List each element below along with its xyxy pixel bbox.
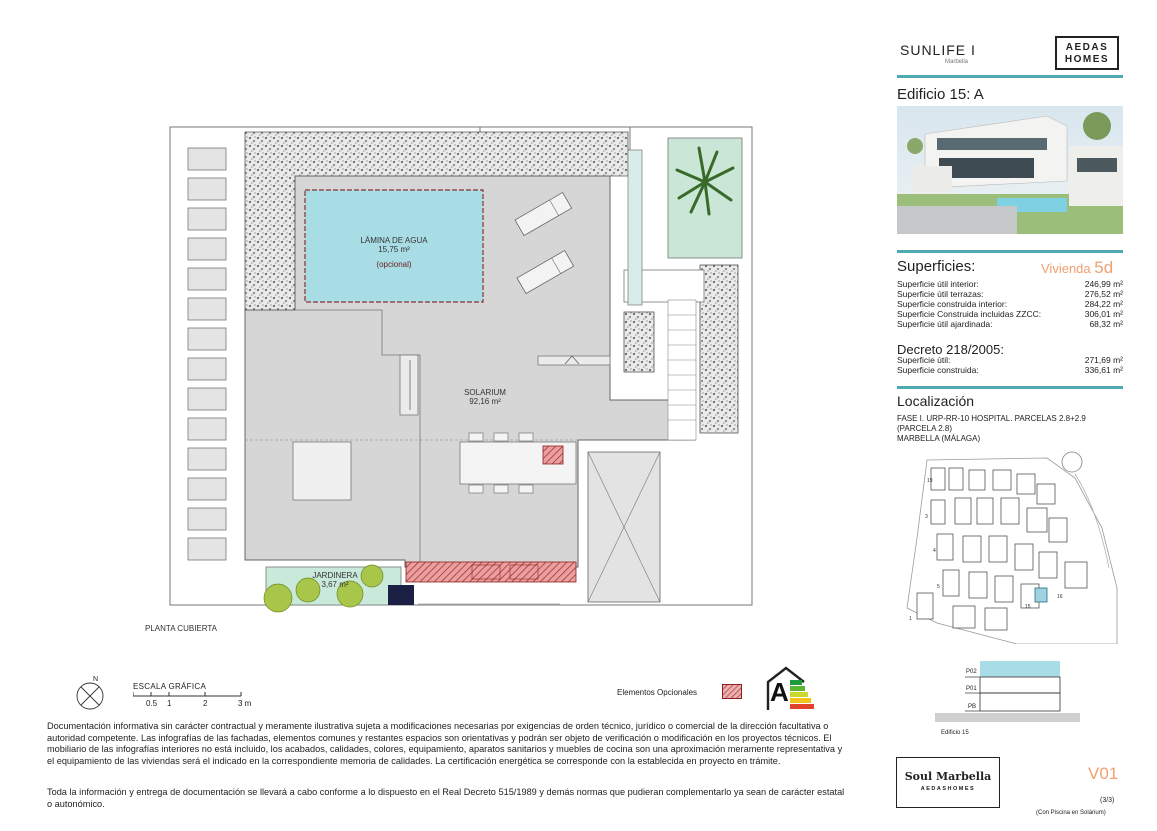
scale-tick-3: 3 m — [238, 699, 252, 708]
plan-caption: PLANTA CUBIERTA — [145, 624, 218, 633]
building-rendering — [897, 106, 1123, 234]
decreto-row — [897, 365, 1123, 375]
vivienda-number: 5d — [1094, 258, 1114, 277]
decreto-row-value: 271,69 m² — [1084, 355, 1123, 365]
project-city: Marbella — [945, 59, 969, 65]
garden-name: JARDINERA — [312, 571, 358, 580]
legal-paragraph-2: Toda la información y entrega de documentación se llevará a cabo conforme a lo dispuesto en el Real Decreto 515/1989 y demás normas que pudieran complementarlo ya sean de carácter estatal o autonómico. — [47, 787, 845, 809]
solarium-name: SOLARIUM — [464, 388, 506, 397]
energy-letter: A — [770, 677, 789, 707]
brand-line-1: Soul Marbella — [904, 770, 992, 783]
level-p01: P01 — [966, 686, 977, 692]
surface-row-label: Superficie útil interior: — [897, 279, 979, 289]
logo-line-2: HOMES — [1064, 54, 1110, 65]
surface-row-value: 246,99 m² — [1084, 279, 1123, 289]
solarium-label — [440, 388, 530, 406]
version-label: V01 — [1088, 764, 1119, 783]
garden-area: 3,67 m² — [321, 580, 349, 589]
vivienda-label: Vivienda — [1041, 261, 1091, 276]
optional-box — [388, 585, 414, 605]
pool-label — [305, 236, 483, 269]
logo-line-1: AEDAS — [1065, 42, 1109, 53]
decreto-table — [897, 353, 1123, 375]
divider-surfaces — [897, 250, 1123, 253]
scale-tick-1: 1 — [167, 699, 172, 708]
north-label: N — [93, 676, 99, 683]
surface-row — [897, 299, 1123, 309]
decreto-row-value: 336,61 m² — [1084, 365, 1123, 375]
surface-row-value: 306,01 m² — [1084, 309, 1123, 319]
building-title: Edificio 15: A — [897, 86, 984, 103]
level-pb: PB — [968, 704, 977, 710]
section-caption: Edificio 15 — [941, 730, 969, 736]
vivienda-tag — [1041, 258, 1113, 278]
soul-marbella-logo — [896, 757, 1000, 808]
gravel-strip-right — [700, 265, 738, 433]
brand-line-2: AEDASHOMES — [920, 786, 976, 792]
divider-location — [897, 386, 1123, 389]
location-title: Localización — [897, 393, 975, 409]
map-label-3: 3 — [925, 514, 928, 520]
surface-row-label: Superficie útil ajardinada: — [897, 319, 993, 329]
project-name: SUNLIFE I — [900, 42, 976, 58]
aedas-logo — [1055, 36, 1119, 70]
surface-row-label: Superficie construida interior: — [897, 299, 1008, 309]
level-p02: P02 — [966, 669, 977, 675]
map-label-5: 5 — [937, 584, 940, 590]
scale-tick-2: 2 — [203, 699, 208, 708]
roof-floor-plan — [160, 120, 760, 615]
pool-optional: (opcional) — [376, 260, 412, 269]
map-label-1: 19 — [927, 478, 933, 484]
map-label-6: 15 — [1025, 604, 1031, 610]
location-line: MARBELLA (MÁLAGA) — [897, 434, 981, 443]
surfaces-title: Superficies: — [897, 258, 976, 275]
gravel-planter — [624, 312, 654, 372]
map-label-2: 1 — [909, 616, 912, 622]
legal-paragraph-1: Documentación informativa sin carácter contractual y meramente ilustrativa sujeta a modificaciones necesarias por exigencias de orden técnico, jurídico o comercial de la dirección facultativa o autoridad competente. Las infografías de las fachadas, elementos comunes y restantes espacios son orientativas y podrán ser objeto de verificación o modificación en los proyectos técnicos. El mobiliario de las infografías interiores no está incluido, los acabados, calidades, colores, equipamiento, aparatos sanitarios y muebles de cocina son una aproximación meramente representativa y el equipamiento de las viviendas será el indicado en la correspondiente memoria de calidades. La certificación energética se corresponde con la establecida en proyecto en trámite. — [47, 721, 843, 766]
map-label-4: 4 — [933, 548, 936, 554]
pool-area: 15,75 m² — [378, 245, 410, 254]
surface-row — [897, 279, 1123, 289]
north-compass-icon — [74, 676, 110, 712]
location-address — [897, 414, 1086, 444]
staircase — [668, 300, 696, 440]
section-elevation — [935, 658, 1085, 726]
optional-legend-label: Elementos Opcionales — [617, 688, 698, 697]
map-label-7: 16 — [1057, 594, 1063, 600]
pool-note: (Con Piscina en Solárium) — [1036, 810, 1106, 816]
site-plots — [917, 468, 1087, 630]
surface-row — [897, 289, 1123, 299]
decreto-title: Decreto 218/2005: — [897, 342, 1004, 357]
surfaces-table — [897, 279, 1123, 329]
scale-tick-0: 0.5 — [146, 699, 158, 708]
outdoor-sofa — [293, 442, 351, 500]
location-line: (PARCELA 2.8) — [897, 424, 952, 433]
decreto-row-label: Superficie construida: — [897, 365, 979, 375]
pool-name: LÁMINA DE AGUA — [360, 236, 428, 245]
decreto-row-label: Superficie útil: — [897, 355, 951, 365]
surface-row-value: 284,22 m² — [1084, 299, 1123, 309]
divider-top — [897, 75, 1123, 78]
optional-hatch-swatch — [722, 684, 742, 700]
surface-row-label: Superficie Construida incluidas ZZCC: — [897, 309, 1042, 319]
site-map — [897, 448, 1123, 644]
page-number: (3/3) — [1100, 797, 1115, 804]
optional-bbq — [543, 446, 563, 464]
site-highlight-plot — [1035, 588, 1047, 602]
garden-label — [290, 571, 380, 589]
surface-row-label: Superficie útil terrazas: — [897, 289, 984, 299]
decreto-row — [897, 353, 1123, 365]
scale-title: ESCALA GRÁFICA — [133, 682, 207, 691]
surface-row — [897, 319, 1123, 329]
surface-row — [897, 309, 1123, 319]
surface-row-value: 276,52 m² — [1084, 289, 1123, 299]
surface-row-value: 68,32 m² — [1089, 319, 1123, 329]
location-line: FASE I. URP-RR-10 HOSPITAL. PARCELAS 2.8+2.9 — [897, 414, 1086, 423]
solarium-area: 92,16 m² — [469, 397, 501, 406]
